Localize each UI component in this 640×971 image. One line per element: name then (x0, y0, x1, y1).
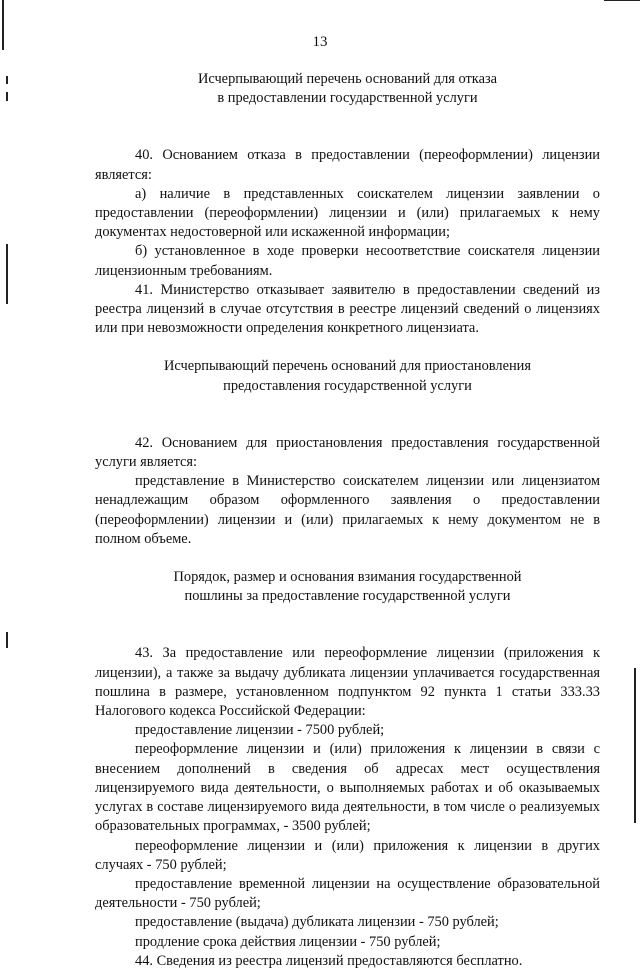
paragraph: 40. Основанием отказа в предоставлении (переоформлении) лицензии является: (95, 147, 600, 183)
paragraph: переоформление лицензии и (или) приложения к лицензии в связи с внесением дополнений в сведения об адресах мест осуществления лицензируемого вида деятельности, о выполняемых работах и об оказываемых услугах в составе лицензируемого вида деятельности, в том числе о реализуемых образовательных программах, - 3500 рублей; (95, 741, 600, 835)
document-body (95, 70, 600, 971)
paragraph: предоставление (выдача) дубликата лицензии - 750 рублей; (135, 914, 499, 931)
paragraph: представление в Министерство соискателем лицензии или лицензиатом ненадлежащим образом оформленного заявления о предоставлении (переоформлении) лицензии и (или) прилагаемых к нему документом не в полном объеме. (95, 473, 600, 547)
paragraph: 43. За предоставление или переоформление лицензии (приложения к лицензии), а также за выдачу дубликата лицензии уплачивается государственная пошлина в размере, установленном подпунктом 92 пункта 1 статьи 333.33 Налогового кодекса Российской Федерации: (95, 645, 600, 720)
scan-artifact (6, 92, 8, 101)
scan-artifact (604, 0, 640, 1)
paragraph: 41. Министерство отказывает заявителю в предоставлении сведений из реестра лицензий в случае отсутствия в реестре лицензий сведений о лицензиях или при невозможности определения конкретного лицензиата. (95, 281, 600, 337)
heading-line: в предоставлении государственной услуги (217, 90, 478, 107)
paragraph: предоставление временной лицензии на осуществление образовательной деятельности - 750 рублей; (95, 875, 600, 912)
paragraph: переоформление лицензии и (или) приложения к лицензии в других случаях - 750 рублей; (95, 837, 600, 873)
page-number: 13 (312, 34, 328, 50)
paragraph: а) наличие в представленных соискателем лицензии заявлении о предоставлении (переоформлении) лицензии и (или) прилагаемых к нему документах недостоверной или искаженной информации; (95, 185, 600, 241)
paragraph: 42. Основанием для приостановления предоставления государственной услуги является: (95, 434, 600, 471)
scan-artifact (6, 632, 8, 648)
paragraph: 44. Сведения из реестра лицензий предоставляются бесплатно. (135, 952, 523, 969)
scan-artifact (6, 76, 8, 84)
heading-line: Порядок, размер и основания взимания государственной (173, 569, 522, 586)
heading-line: пошлины за предоставление государственной услуги (184, 588, 511, 605)
section-heading (95, 357, 600, 395)
heading-line: предоставления государственной услуги (223, 377, 472, 394)
heading-line: Исчерпывающий перечень оснований для приостановления (163, 358, 532, 375)
scan-artifact (634, 668, 636, 823)
paragraph: предоставление лицензии - 7500 рублей; (135, 722, 385, 739)
section-heading (95, 70, 600, 108)
paragraph: продление срока действия лицензии - 750 рублей; (135, 933, 441, 950)
heading-line: Исчерпывающий перечень оснований для отказа (197, 71, 498, 87)
paragraph: б) установленное в ходе проверки несоответствие соискателя лицензии лицензионным требованиям. (95, 243, 600, 279)
scan-artifact (6, 244, 8, 304)
section-heading (95, 568, 600, 606)
